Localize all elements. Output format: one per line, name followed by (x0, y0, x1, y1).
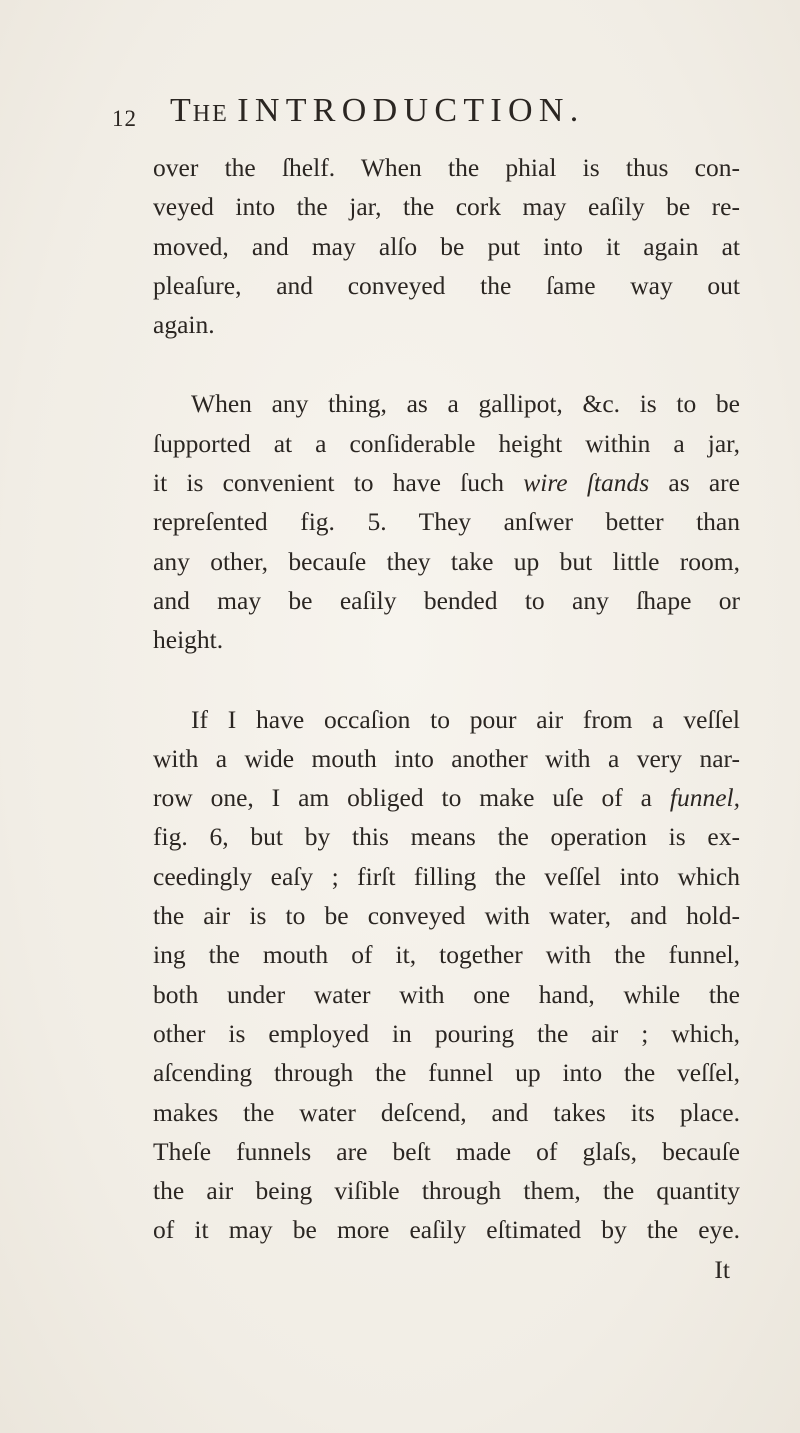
text-line: and may be eaſily bended to any ſhape or (153, 585, 740, 615)
text-line: of it may be more eaſily eſtimated by the eye. (153, 1215, 740, 1245)
text-line: with a wide mouth into another with a very nar- (153, 743, 740, 773)
text-line (153, 463, 740, 502)
text-line: aſcending through the funnel up into the veſſel, (153, 1058, 740, 1088)
running-head (170, 92, 585, 130)
body-text (153, 148, 740, 1289)
paragraph-2 (153, 384, 740, 659)
text-line: both under water with one hand, while the (153, 979, 740, 1009)
text-line: pleaſure, and conveyed the ſame way out (153, 270, 740, 300)
page-number: 12 (112, 106, 137, 131)
text-line: over the ſhelf. When the phial is thus con- (153, 153, 740, 182)
text-line: the air being viſible through them, the quantity (153, 1176, 740, 1206)
italic-term: wire ſtands (523, 468, 650, 498)
text-line: If I have occaſion to pour air from a veſſel (191, 704, 740, 734)
text-line: When any thing, as a gallipot, &c. is to be (191, 389, 740, 419)
running-head-title: INTRODUCTION. (237, 92, 585, 129)
text-line: Theſe funnels are beſt made of glaſs, becauſe (153, 1136, 740, 1166)
text-line: ſupported at a conſiderable height within a jar, (153, 428, 740, 458)
text-line: makes the water deſcend, and takes its place. (153, 1097, 740, 1127)
text-line: repreſented fig. 5. They anſwer better than (153, 507, 740, 537)
text-line: height. (153, 625, 224, 655)
text-line: fig. 6, but by this means the operation is ex- (153, 822, 740, 852)
paragraph-1 (153, 148, 740, 344)
text-run: row one, I am obliged to make uſe of a (153, 783, 670, 813)
paragraph-3 (153, 700, 740, 1289)
running-head-article: The (170, 92, 229, 129)
catchword: It (714, 1254, 730, 1284)
text-line: the air is to be conveyed with water, and hold- (153, 901, 740, 931)
text-line: ceedingly eaſy ; firſt filling the veſſel into which (153, 861, 740, 891)
text-line: moved, and may alſo be put into it again at (153, 231, 740, 261)
text-line: any other, becauſe they take up but little room, (153, 546, 740, 576)
text-line (153, 778, 740, 817)
text-line: veyed into the jar, the cork may eaſily be re- (153, 192, 740, 222)
text-line: other is employed in pouring the air ; which, (153, 1018, 740, 1048)
text-run: as are (649, 468, 740, 498)
page-header (112, 92, 692, 136)
text-line: ing the mouth of it, together with the funnel, (153, 940, 740, 970)
text-line: again. (153, 310, 215, 340)
text-run: it is convenient to have ſuch (153, 468, 524, 498)
italic-term: funnel, (669, 783, 740, 813)
